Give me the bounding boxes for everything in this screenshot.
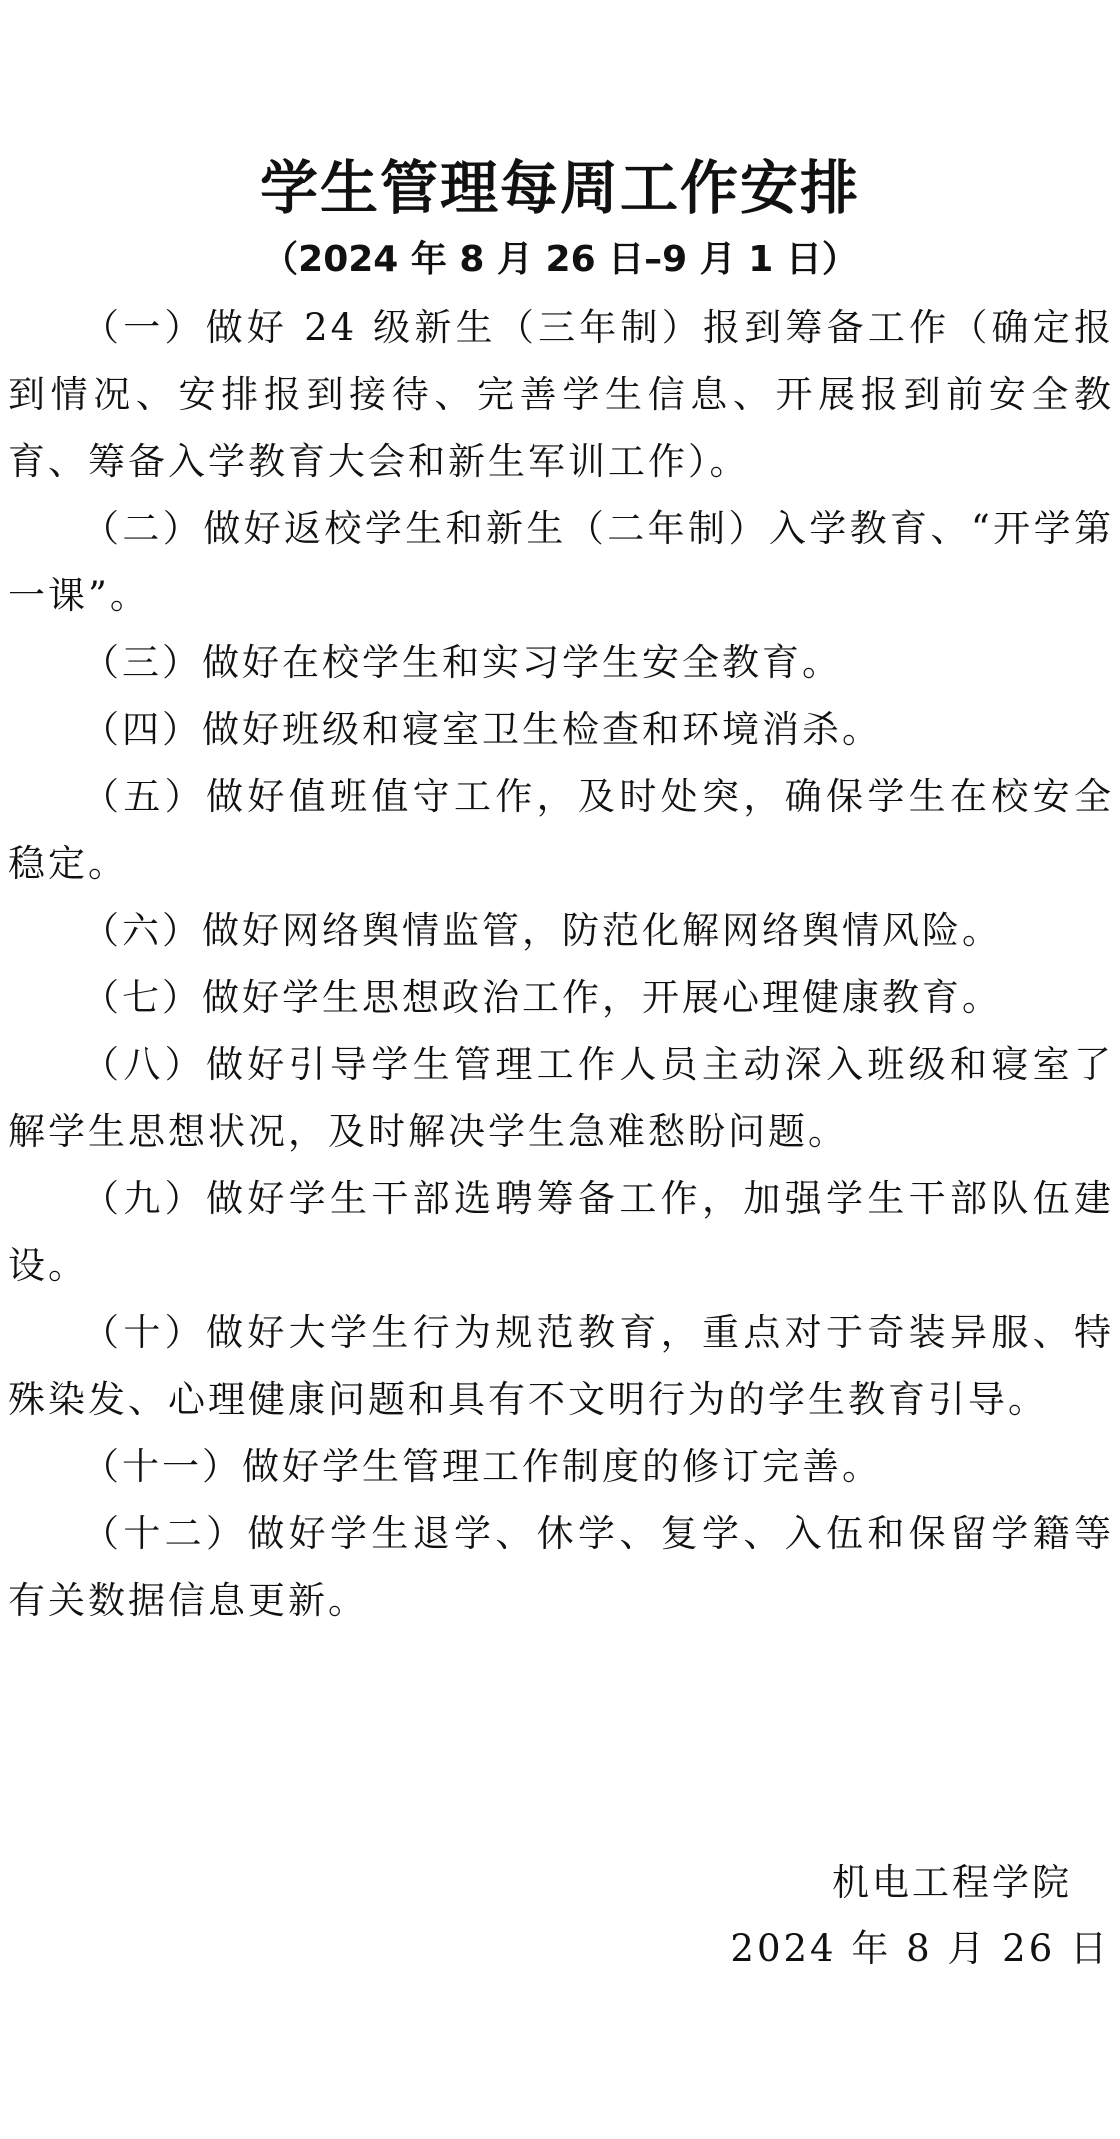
work-item-4: （四）做好班级和寝室卫生检查和环境消杀。	[82, 708, 882, 751]
document-body	[8, 294, 1114, 1634]
work-item-11: （十一）做好学生管理工作制度的修订完善。	[82, 1445, 882, 1488]
work-item-7: （七）做好学生思想政治工作，开展心理健康教育。	[82, 976, 1002, 1019]
work-item-10: （十）做好大学生行为规范教育，重点对于奇装异服、特殊染发、心理健康问题和具有不文明行为的学生教育引导。	[8, 1311, 1114, 1421]
document-title: 学生管理每周工作安排	[259, 154, 860, 222]
work-item-3: （三）做好在校学生和实习学生安全教育。	[82, 641, 842, 684]
work-item-9: （九）做好学生干部选聘筹备工作，加强学生干部队伍建设。	[8, 1177, 1114, 1287]
work-item-5: （五）做好值班值守工作，及时处突，确保学生在校安全稳定。	[8, 775, 1114, 885]
signature-date: 2024 年 8 月 26 日	[730, 1927, 1110, 1970]
work-item-6: （六）做好网络舆情监管，防范化解网络舆情风险。	[82, 909, 1002, 952]
work-item-8: （八）做好引导学生管理工作人员主动深入班级和寝室了解学生思想状况，及时解决学生急难愁盼问题。	[8, 1043, 1114, 1153]
document-subtitle: （2024 年 8 月 26 日–9 月 1 日）	[262, 239, 858, 280]
work-item-1: （一）做好 24 级新生（三年制）报到筹备工作（确定报到情况、安排报到接待、完善学生信息、开展报到前安全教育、筹备入学教育大会和新生军训工作）。	[8, 306, 1114, 483]
work-item-2: （二）做好返校学生和新生（二年制）入学教育、“开学第一课”。	[8, 507, 1114, 617]
work-item-12: （十二）做好学生退学、休学、复学、入伍和保留学籍等有关数据信息更新。	[8, 1512, 1114, 1622]
signature-block	[510, 1850, 1110, 1982]
signature-org: 机电工程学院	[832, 1861, 1072, 1904]
